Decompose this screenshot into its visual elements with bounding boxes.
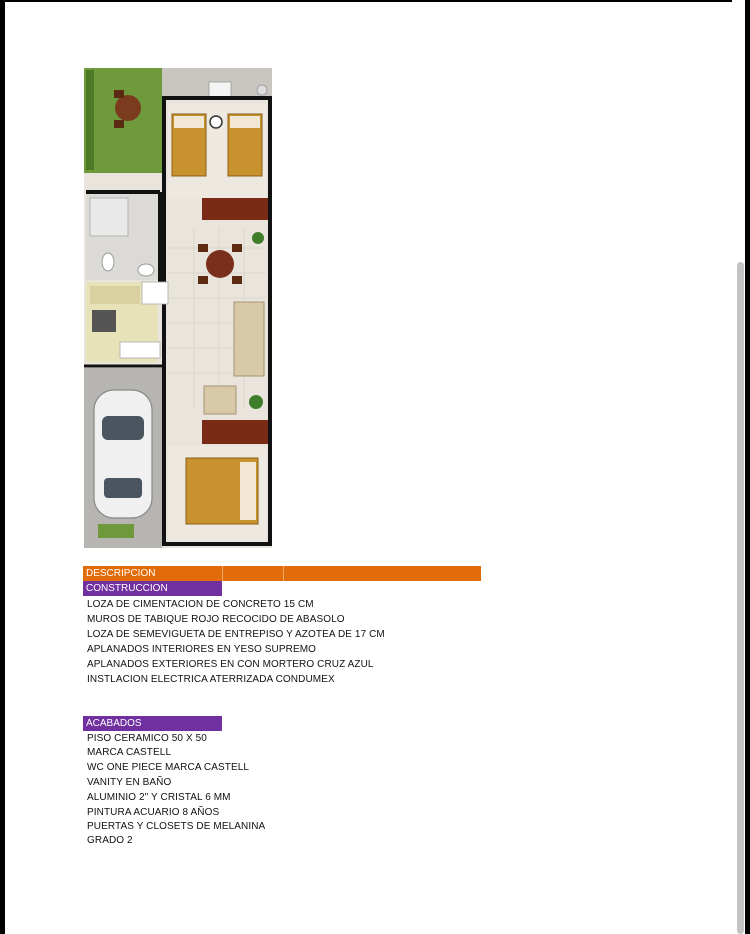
list-item: PINTURA ACUARIO 8 AÑOS [87, 807, 220, 818]
list-item: WC ONE PIECE MARCA CASTELL [87, 762, 250, 773]
construccion-header [83, 581, 222, 596]
scrollbar-thumb[interactable] [737, 262, 744, 934]
floor-plan-image [84, 68, 272, 548]
list-item: PISO CERAMICO 50 X 50 [87, 733, 207, 744]
list-item: VANITY EN BAÑO [87, 777, 172, 788]
acabados-header [83, 716, 222, 731]
header-divider [283, 566, 284, 581]
dining-table [206, 250, 234, 278]
acabados-label: ACABADOS [86, 718, 142, 729]
list-item: INSTLACION ELECTRICA ATERRIZADA CONDUMEX [87, 674, 335, 685]
list-item: APLANADOS EXTERIORES EN CON MORTERO CRUZ AZUL [87, 659, 374, 670]
list-item: ALUMINIO 2" Y CRISTAL 6 MM [87, 792, 231, 803]
list-item: MARCA CASTELL [87, 747, 172, 758]
descripcion-header [83, 566, 481, 581]
list-item: LOZA DE CIMENTACION DE CONCRETO 15 CM [87, 599, 314, 610]
car [94, 390, 152, 518]
list-item: APLANADOS INTERIORES EN YESO SUPREMO [87, 644, 317, 655]
header-divider [222, 566, 223, 581]
list-item: LOZA DE SEMEVIGUETA DE ENTREPISO Y AZOTEA DE 17 CM [87, 629, 385, 640]
list-item: PUERTAS Y CLOSETS DE MELANINA [87, 821, 266, 832]
descripcion-label: DESCRIPCION [86, 568, 156, 579]
sofa [234, 302, 264, 376]
list-item: MUROS DE TABIQUE ROJO RECOCIDO DE ABASOLO [87, 614, 345, 625]
list-item: GRADO 2 [87, 835, 133, 846]
construccion-label: CONSTRUCCION [86, 583, 168, 594]
